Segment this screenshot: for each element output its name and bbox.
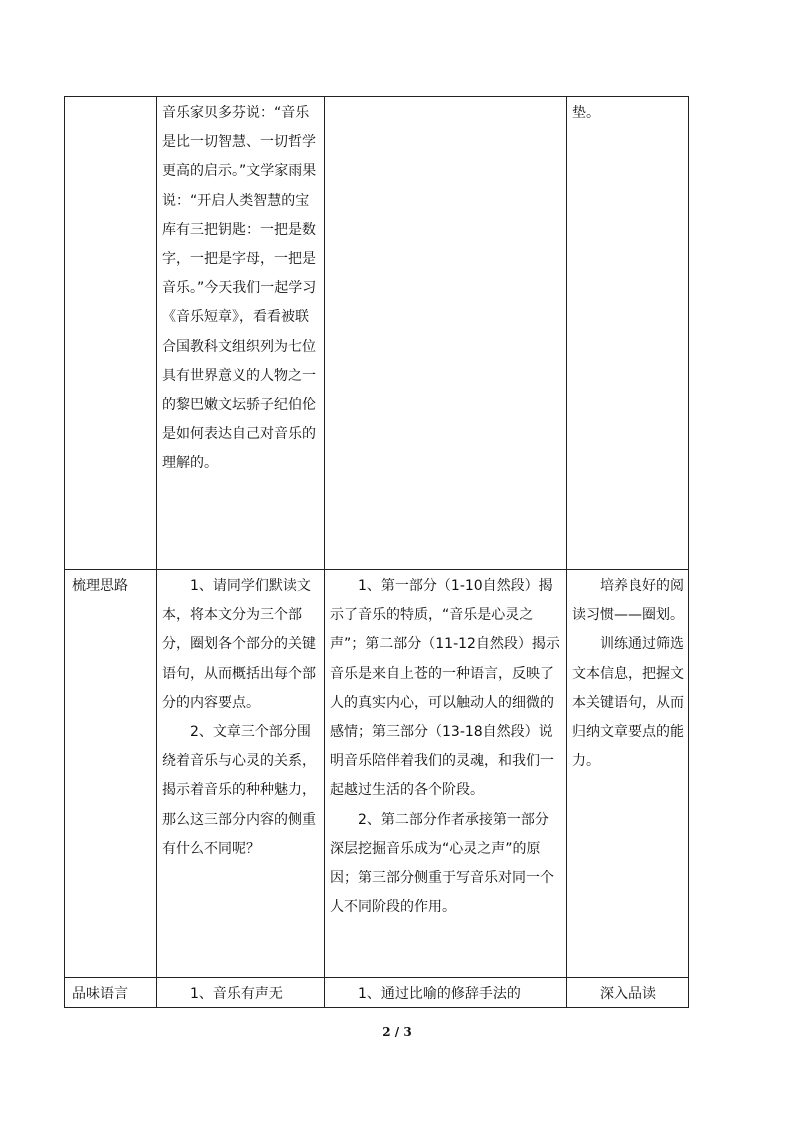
- row2-label-text: 梳理思路: [72, 578, 128, 594]
- row2-activity-paragraph-1: 1、请同学们默读文本，将本文分为三个部分，圈划各个部分的关键语句，从而概括出每个部分的内容要点。: [162, 578, 316, 711]
- table-column-divider: [156, 96, 157, 1008]
- row3-goal-cell: [572, 980, 684, 1009]
- row1-goal-text: 垫。: [572, 105, 600, 121]
- table-column-divider: [566, 96, 567, 1008]
- row2-student-paragraph-1: 1、第一部分（1-10自然段）揭示了音乐的特质，“音乐是心灵之声”；第二部分（11-12自然段）揭示音乐是来自上苍的一种语言，反映了人的真实内心，可以触动人的细微的感情；第三部分（13-18自然段）说明音乐陪伴着我们的灵魂，和我们一起越过生活的各个阶段。: [330, 578, 560, 799]
- table-border-right: [688, 96, 689, 1008]
- lesson-plan-table: [64, 96, 689, 1008]
- row3-activity-cell: [162, 980, 320, 1009]
- row3-student-cell: [330, 980, 562, 1009]
- table-row-divider: [64, 569, 689, 570]
- row2-student-cell: [330, 572, 562, 922]
- row2-goal-paragraph-1: 培养良好的阅读习惯——圈划。: [572, 578, 684, 624]
- table-border-top: [64, 96, 689, 97]
- row1-activity-cell: [162, 99, 320, 479]
- row2-activity-cell: [162, 572, 320, 864]
- row2-student-paragraph-2: 2、第二部分作者承接第一部分深层挖掘音乐成为“心灵之声”的原因；第三部分侧重于写音乐对同一个人不同阶段的作用。: [330, 811, 554, 916]
- row3-goal-text: 深入品读: [600, 986, 656, 1002]
- row2-label-cell: [72, 572, 158, 601]
- row2-activity-paragraph-2: 2、文章三个部分围绕着音乐与心灵的关系，揭示着音乐的种种魅力，那么这三部分内容的侧重有什么不同呢？: [162, 724, 316, 857]
- row2-goal-paragraph-2: 训练通过筛选文本信息，把握文本关键语句，从而归纳文章要点的能力。: [572, 636, 684, 770]
- table-column-divider: [324, 96, 325, 1008]
- row1-activity-text: 音乐家贝多芬说：“音乐是比一切智慧、一切哲学更高的启示。”文学家雨果说：“开启人类智慧的宝库有三把钥匙：一把是数字，一把是字母，一把是音乐。”今天我们一起学习《音乐短章》，看看被联合国教科文组织列为七位具有世界意义的人物之一的黎巴嫩文坛骄子纪伯伦是如何表达自己对音乐的理解的。: [162, 105, 317, 472]
- row3-label-text: 品味语言: [72, 986, 128, 1002]
- row1-goal-cell: [572, 99, 684, 128]
- page-number: 2 / 3: [382, 1025, 412, 1039]
- table-border-left: [64, 96, 65, 1008]
- row2-goal-cell: [572, 572, 684, 776]
- row3-student-text: 1、通过比喻的修辞手法的: [358, 986, 521, 1002]
- row3-activity-text: 1、音乐有声无: [190, 986, 283, 1002]
- row3-label-cell: [72, 980, 158, 1009]
- table-row-divider: [64, 977, 689, 978]
